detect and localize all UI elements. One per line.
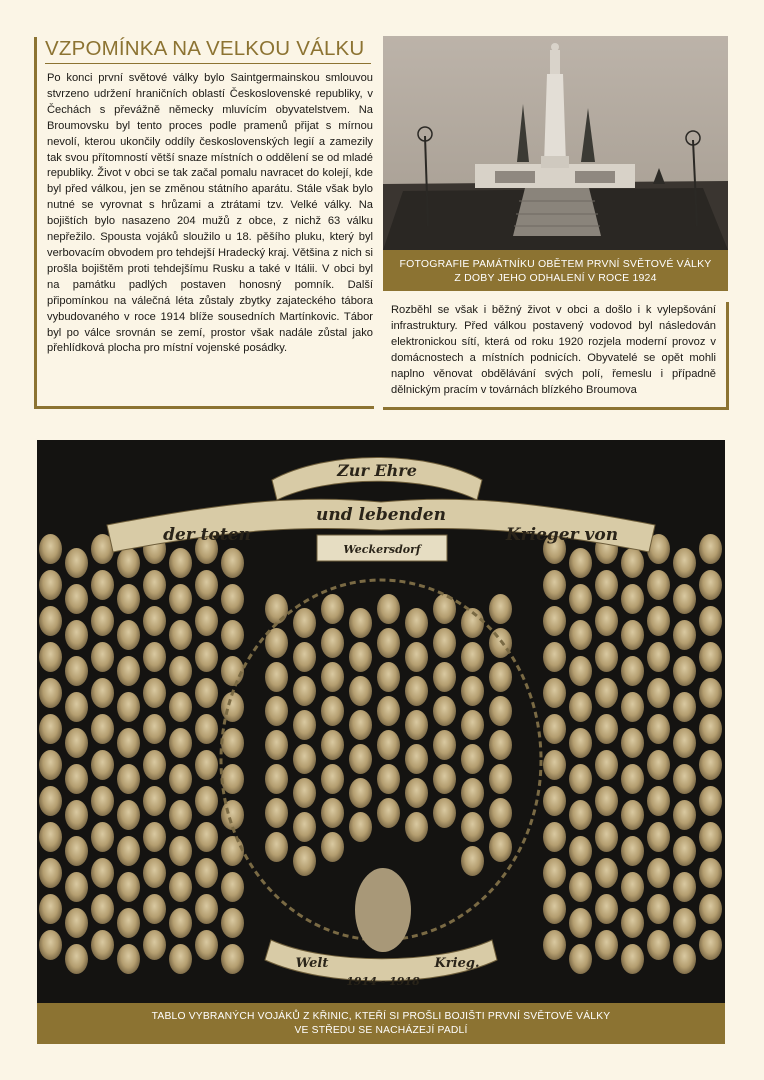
banner-zur-ehre: Zur Ehre <box>337 461 417 480</box>
memorial-illustration <box>383 36 728 250</box>
place-plate-text: Weckersdorf <box>343 543 421 556</box>
tablo-caption-line2: VE STŘEDU SE NACHÁZEJÍ PADLÍ <box>294 1024 468 1036</box>
memorial-photo <box>383 36 728 250</box>
right-text-column <box>383 302 729 410</box>
article-title: VZPOMÍNKA NA VELKOU VÁLKU <box>45 37 365 60</box>
title-underline <box>45 63 371 64</box>
article-body-left: Po konci první světové války bylo Saintgermainskou smlouvou stvrzeno udržení hraničních oblastí Československé republiky, v Čechách s převážně německy mluvícím obyvatelstvem. Na Broumovsku byl tento proces podle pramenů přijat s mírnou nevolí, kterou ukončily oddíly československých legií a zamezily tak svou přítomností větší snaze místních o oddělení se od mladé republiky. Život v obci se tak začal pomalu navracet do kolejí, kde byl před válkou, jen se změnou státního aparátu. Stále však bylo nutné se vyrovnat s hrůzami a ztrátami tzv. Velké války. Na bojištích bylo nasazeno 204 mužů z obce, z nichž 63 válku nepřežilo. Spousta vojáků sloužilo u 18. pěšího pluku, který byl verbovacím obvodem pro tehdejší Hradecký kraj. Většina z nich si prošla bojištěm proti tehdejšímu Rusku a také v Itálii. V obci byl na památku padlých postaven honosný pomník. Další připomínkou na válečná léta zůstaly zbytky zajateckého tábora vybudovaného v roce 1914 blíže sousedních Martínkovic. Tábor byl po válce srovnán se zemí, prostor však nadále zůstal jako přehlídková plocha pro místní vojenské posádky. <box>47 72 373 355</box>
banner-der-toten: der toten <box>163 525 251 545</box>
memorial-photo-caption <box>383 250 728 291</box>
photo-caption-line2: Z DOBY JEHO ODHALENÍ V ROCE 1924 <box>454 271 657 284</box>
banner-krieg: Krieg. <box>434 956 480 971</box>
soldiers-tablo <box>37 440 725 1003</box>
photo-caption-line1: FOTOGRAFIE PAMÁTNÍKU OBĚTEM PRVNÍ SVĚTOVÉ VÁLKY <box>399 257 712 270</box>
angel-figure <box>355 868 411 952</box>
banner-und-lebenden: und lebenden <box>316 505 446 525</box>
banner-krieger-von: Krieger von <box>505 525 619 545</box>
banner-welt: Welt <box>295 956 329 971</box>
banner-years: 1914 - 1918 <box>346 975 420 988</box>
tablo-decoration <box>37 440 725 1003</box>
tablo-caption-line1: TABLO VYBRANÝCH VOJÁKŮ Z KŘINIC, KTEŘÍ SI PROŠLI BOJIŠTI PRVNÍ SVĚTOVÉ VÁLKY <box>151 1010 611 1022</box>
tablo-caption <box>37 1003 725 1044</box>
article-body-right: Rozběhl se však i běžný život v obci a došlo i k vylepšování infrastruktury. Před válkou postavený vodovod byl následován elektronickou sítí, která od roku 1920 rozjela moderní provoz v domácnostech a místních podnicích. Obyvatelé se opět mohli naplno věnovat obdělávání svých polí, řemeslu i případně dělnickým pracím v továrnách blízkého Broumova <box>391 304 716 397</box>
left-text-column <box>34 37 374 409</box>
